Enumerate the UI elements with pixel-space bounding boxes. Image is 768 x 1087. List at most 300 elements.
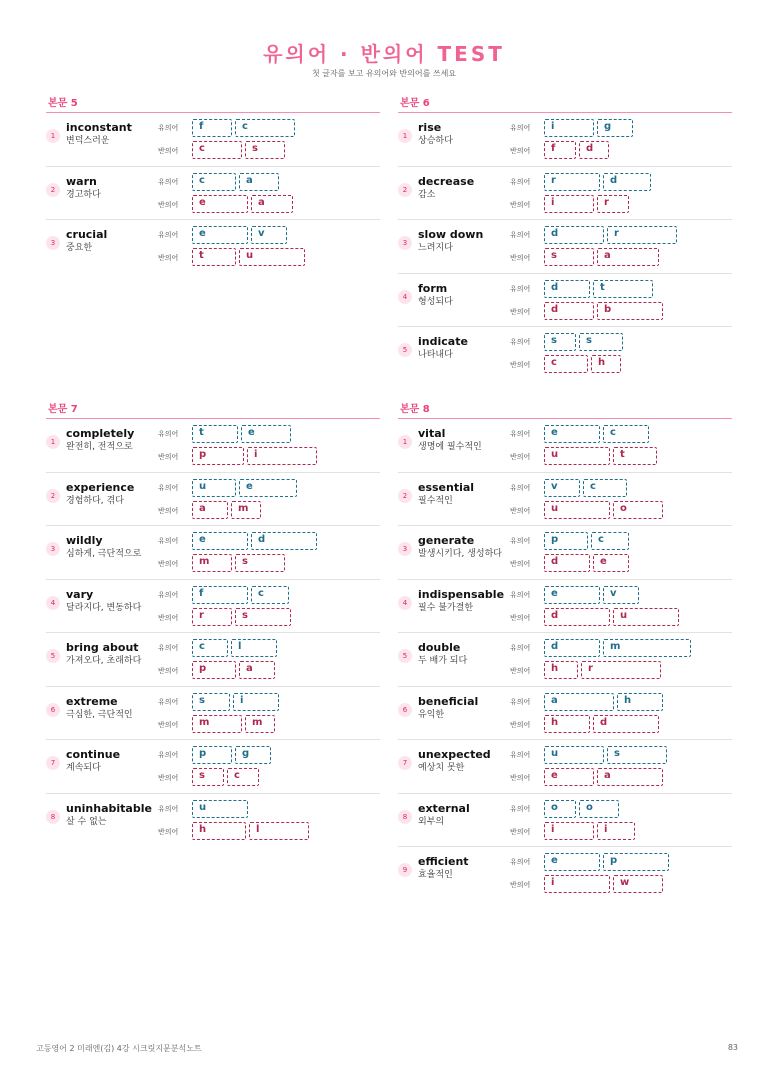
- item-number-badge: 2: [46, 183, 60, 197]
- vocab-meaning: 형성되다: [418, 296, 453, 307]
- synonym-answer-box[interactable]: v: [544, 479, 580, 497]
- antonym-label: 반의어: [510, 147, 531, 155]
- item-number-badge: 6: [46, 703, 60, 717]
- section-heading: 본문 6: [398, 94, 732, 113]
- antonym-answer-box[interactable]: t: [192, 248, 236, 266]
- item-number-badge: 2: [398, 489, 412, 503]
- synonym-answer-box[interactable]: e: [192, 532, 248, 550]
- antonym-answer-box[interactable]: e: [593, 554, 629, 572]
- section-bonmun-8: [398, 400, 732, 900]
- page-subtitle: 첫 글자를 보고 유의어와 반의어를 쓰세요: [311, 69, 457, 78]
- synonym-label: 유의어: [158, 804, 179, 813]
- antonym-answer-box[interactable]: i: [544, 195, 594, 213]
- vocab-item: [398, 167, 732, 221]
- vocab-item: [46, 633, 380, 687]
- vocab-item: [46, 740, 380, 794]
- vocab-item: [398, 794, 732, 848]
- synonym-answer-row: [544, 693, 666, 711]
- vocab-meaning: 효율적인: [418, 870, 453, 880]
- synonym-answer-row: [192, 532, 320, 550]
- antonym-label: 반의어: [158, 200, 179, 209]
- antonym-label: 반의어: [158, 827, 179, 836]
- item-number-badge: 6: [398, 703, 412, 717]
- vocab-word: continue: [66, 748, 121, 761]
- antonym-answer-box[interactable]: a: [597, 768, 663, 786]
- synonym-label: 유의어: [510, 644, 531, 652]
- synonym-answer-row: [192, 479, 300, 497]
- vocab-meaning: 경고하다: [66, 189, 101, 200]
- synonym-label: 유의어: [510, 590, 531, 599]
- antonym-answer-box[interactable]: i: [544, 822, 594, 840]
- synonym-answer-box[interactable]: e: [239, 479, 297, 497]
- synonym-answer-box[interactable]: t: [593, 280, 653, 298]
- synonym-answer-box[interactable]: s: [544, 333, 576, 351]
- vocab-meaning: 필수적인: [418, 495, 453, 506]
- antonym-answer-row: [544, 768, 666, 786]
- synonym-answer-box[interactable]: p: [544, 532, 588, 550]
- vocab-meaning: 두 배가 되다: [418, 656, 468, 666]
- synonym-answer-box[interactable]: h: [617, 693, 663, 711]
- antonym-answer-row: [192, 768, 262, 786]
- vocab-item: [398, 473, 732, 527]
- synonym-answer-row: [544, 226, 680, 244]
- vocab-word: unexpected: [418, 748, 491, 761]
- vocab-meaning: 상승하다: [418, 136, 453, 146]
- vocab-meaning: 발생시키다, 생성하다: [418, 549, 502, 559]
- vocab-item: [46, 526, 380, 580]
- synonym-label: 유의어: [158, 231, 179, 239]
- synonym-answer-row: [192, 639, 280, 657]
- synonym-answer-box[interactable]: e: [241, 425, 291, 443]
- antonym-answer-box[interactable]: h: [544, 661, 578, 679]
- vocab-item: [46, 580, 380, 634]
- vocab-meaning: 계속되다: [66, 763, 101, 773]
- synonym-answer-box[interactable]: c: [192, 173, 236, 191]
- vocab-meaning: 극심한, 극단적인: [66, 709, 133, 720]
- antonym-answer-row: [192, 554, 288, 572]
- vocab-word: warn: [66, 174, 97, 188]
- synonym-answer-box[interactable]: c: [235, 119, 295, 137]
- footer-book-title: 고등영어 2 미래엔(김) 4강 시크릿지문분석노트: [36, 1044, 202, 1053]
- synonym-answer-row: [192, 746, 274, 764]
- antonym-answer-box[interactable]: i: [597, 822, 635, 840]
- antonym-answer-box[interactable]: r: [581, 661, 661, 679]
- synonym-label: 유의어: [158, 697, 179, 706]
- vocab-meaning: 경험하다, 겪다: [66, 495, 124, 506]
- vocab-meaning: 유익한: [418, 709, 445, 720]
- item-number-badge: 3: [398, 236, 412, 250]
- antonym-answer-box[interactable]: h: [192, 822, 246, 840]
- synonym-label: 유의어: [510, 338, 531, 346]
- vocab-word: vary: [66, 587, 94, 601]
- section-heading: 본문 5: [46, 94, 380, 113]
- vocab-word: decrease: [418, 174, 475, 188]
- synonym-answer-box[interactable]: d: [544, 280, 590, 298]
- synonym-answer-row: [192, 693, 282, 711]
- antonym-answer-row: [544, 195, 632, 213]
- antonym-answer-box[interactable]: t: [613, 447, 657, 465]
- antonym-answer-box[interactable]: d: [544, 554, 590, 572]
- item-number-badge: 1: [398, 129, 412, 143]
- item-number-badge: 1: [398, 435, 412, 449]
- antonym-label: 반의어: [158, 667, 179, 675]
- page-title: 유의어 · 반의어 TEST: [263, 42, 505, 66]
- item-number-badge: 7: [398, 756, 412, 770]
- antonym-answer-box[interactable]: a: [597, 248, 659, 266]
- synonym-answer-box[interactable]: e: [192, 226, 248, 244]
- synonym-answer-box[interactable]: r: [607, 226, 677, 244]
- vocab-item: [398, 327, 732, 380]
- antonym-answer-box[interactable]: i: [247, 447, 317, 465]
- antonym-label: 반의어: [510, 307, 531, 316]
- vocab-item: [398, 687, 732, 741]
- synonym-answer-row: [544, 853, 672, 871]
- vocab-meaning: 필수 불가결한: [418, 602, 474, 613]
- synonym-answer-box[interactable]: o: [544, 800, 576, 818]
- synonym-answer-box[interactable]: a: [239, 173, 279, 191]
- vocab-word: beneficial: [418, 694, 479, 708]
- vocab-word: external: [418, 801, 470, 815]
- vocab-meaning: 심하게, 극단적으로: [66, 549, 142, 559]
- vocab-meaning: 살 수 없는: [66, 816, 107, 827]
- vocab-item: [46, 220, 380, 273]
- antonym-answer-row: [192, 248, 308, 266]
- vocab-word: vital: [418, 427, 446, 440]
- antonym-answer-box[interactable]: h: [591, 355, 621, 373]
- synonym-label: 유의어: [158, 644, 179, 652]
- synonym-answer-box[interactable]: u: [192, 479, 236, 497]
- synonym-answer-box[interactable]: e: [544, 425, 600, 443]
- synonym-label: 유의어: [158, 483, 179, 492]
- synonym-label: 유의어: [510, 483, 531, 492]
- antonym-answer-box[interactable]: h: [544, 715, 590, 733]
- vocab-meaning: 감소: [418, 189, 436, 200]
- vocab-word: uninhabitable: [66, 801, 152, 815]
- antonym-answer-row: [544, 875, 666, 893]
- antonym-answer-box[interactable]: e: [192, 195, 248, 213]
- synonym-answer-row: [192, 800, 251, 818]
- synonym-answer-box[interactable]: f: [192, 119, 232, 137]
- synonym-answer-row: [544, 479, 630, 497]
- synonym-answer-row: [544, 425, 652, 443]
- vocab-word: essential: [418, 480, 475, 494]
- antonym-label: 반의어: [158, 774, 179, 782]
- vocab-meaning: 달라지다, 변동하다: [66, 602, 142, 613]
- antonym-answer-row: [544, 661, 664, 679]
- synonym-answer-box[interactable]: l: [231, 639, 277, 657]
- antonym-answer-box[interactable]: p: [192, 661, 236, 679]
- antonym-label: 반의어: [158, 613, 179, 622]
- antonym-answer-box[interactable]: r: [192, 608, 232, 626]
- vocab-word: generate: [418, 534, 475, 547]
- synonym-answer-box[interactable]: s: [192, 693, 230, 711]
- antonym-answer-row: [544, 302, 666, 320]
- synonym-label: 유의어: [510, 231, 531, 239]
- synonym-answer-box[interactable]: u: [192, 800, 248, 818]
- synonym-answer-box[interactable]: m: [603, 639, 691, 657]
- synonym-answer-box[interactable]: v: [603, 586, 639, 604]
- item-number-badge: 5: [46, 649, 60, 663]
- item-number-badge: 4: [398, 596, 412, 610]
- vocab-item: [398, 419, 732, 473]
- vocab-word: efficient: [418, 855, 469, 868]
- vocab-word: extreme: [66, 694, 118, 708]
- antonym-answer-box[interactable]: f: [544, 141, 576, 159]
- synonym-label: 유의어: [158, 177, 179, 186]
- vocab-item: [398, 847, 732, 900]
- antonym-answer-box[interactable]: a: [192, 501, 228, 519]
- synonym-answer-box[interactable]: c: [251, 586, 289, 604]
- vocab-word: experience: [66, 480, 135, 494]
- vocab-meaning: 느려지다: [418, 243, 453, 253]
- synonym-label: 유의어: [510, 804, 531, 813]
- synonym-answer-row: [544, 280, 656, 298]
- antonym-answer-row: [192, 501, 264, 519]
- vocab-item: [46, 167, 380, 221]
- vocab-word: completely: [66, 427, 135, 440]
- item-number-badge: 5: [398, 343, 412, 357]
- antonym-answer-row: [192, 141, 288, 159]
- antonym-answer-row: [192, 822, 312, 840]
- vocab-meaning: 변덕스러운: [66, 136, 110, 146]
- antonym-label: 반의어: [158, 560, 179, 568]
- section-bonmun-7: [46, 400, 380, 846]
- antonym-answer-box[interactable]: s: [235, 554, 285, 572]
- section-bonmun-6: [398, 94, 732, 380]
- synonym-label: 유의어: [510, 858, 531, 866]
- antonym-answer-box[interactable]: a: [251, 195, 293, 213]
- synonym-answer-box[interactable]: g: [235, 746, 271, 764]
- antonym-label: 반의어: [510, 506, 531, 515]
- antonym-answer-box[interactable]: s: [245, 141, 285, 159]
- vocab-word: rise: [418, 121, 442, 134]
- vocab-word: double: [418, 641, 461, 654]
- antonym-answer-box[interactable]: m: [192, 715, 242, 733]
- vocab-meaning: 나타내다: [418, 350, 453, 360]
- vocab-item: [398, 113, 732, 167]
- vocab-item: [398, 526, 732, 580]
- synonym-label: 유의어: [510, 697, 531, 706]
- synonym-label: 유의어: [158, 537, 179, 545]
- antonym-label: 반의어: [158, 506, 179, 515]
- antonym-label: 반의어: [510, 881, 531, 889]
- antonym-answer-box[interactable]: d: [593, 715, 659, 733]
- antonym-answer-row: [192, 195, 296, 213]
- synonym-label: 유의어: [158, 590, 179, 599]
- antonym-answer-row: [544, 715, 662, 733]
- synonym-answer-row: [544, 586, 642, 604]
- synonym-label: 유의어: [510, 751, 531, 759]
- antonym-answer-box[interactable]: u: [613, 608, 679, 626]
- synonym-answer-box[interactable]: s: [579, 333, 623, 351]
- antonym-label: 반의어: [158, 147, 179, 155]
- vocab-meaning: 중요한: [66, 243, 93, 253]
- synonym-answer-row: [192, 119, 298, 137]
- antonym-answer-row: [544, 554, 632, 572]
- synonym-answer-box[interactable]: o: [579, 800, 619, 818]
- synonym-answer-box[interactable]: c: [192, 639, 228, 657]
- antonym-label: 반의어: [510, 613, 531, 622]
- synonym-label: 유의어: [158, 751, 179, 759]
- antonym-label: 반의어: [510, 827, 531, 836]
- antonym-answer-box[interactable]: m: [192, 554, 232, 572]
- item-number-badge: 9: [398, 863, 412, 877]
- item-number-badge: 3: [46, 542, 60, 556]
- antonym-answer-row: [544, 248, 662, 266]
- synonym-answer-box[interactable]: t: [192, 425, 238, 443]
- synonym-answer-row: [192, 586, 292, 604]
- item-number-badge: 2: [46, 489, 60, 503]
- antonym-answer-box[interactable]: s: [544, 248, 594, 266]
- vocab-meaning: 생명에 필수적인: [418, 442, 482, 452]
- antonym-answer-row: [544, 141, 612, 159]
- synonym-answer-box[interactable]: d: [544, 639, 600, 657]
- synonym-answer-box[interactable]: a: [544, 693, 614, 711]
- antonym-answer-box[interactable]: d: [544, 608, 610, 626]
- synonym-answer-box[interactable]: c: [603, 425, 649, 443]
- antonym-label: 반의어: [510, 254, 531, 262]
- section-bonmun-5: [46, 94, 380, 273]
- synonym-label: 유의어: [510, 284, 531, 293]
- item-number-badge: 7: [46, 756, 60, 770]
- antonym-answer-box[interactable]: m: [245, 715, 275, 733]
- vocab-word: indicate: [418, 335, 468, 348]
- antonym-answer-row: [544, 608, 682, 626]
- antonym-answer-box[interactable]: s: [235, 608, 291, 626]
- antonym-answer-row: [192, 608, 294, 626]
- synonym-answer-box[interactable]: f: [192, 586, 248, 604]
- synonym-answer-row: [544, 119, 636, 137]
- page-number: 83: [727, 1043, 738, 1052]
- item-number-badge: 8: [398, 810, 412, 824]
- synonym-answer-box[interactable]: p: [192, 746, 232, 764]
- synonym-answer-row: [192, 226, 290, 244]
- synonym-answer-box[interactable]: e: [544, 586, 600, 604]
- synonym-answer-box[interactable]: c: [583, 479, 627, 497]
- antonym-answer-box[interactable]: w: [613, 875, 663, 893]
- synonym-label: 유의어: [510, 124, 531, 132]
- vocab-meaning: 외부의: [418, 816, 445, 827]
- synonym-answer-box[interactable]: e: [544, 853, 600, 871]
- synonym-answer-row: [544, 639, 694, 657]
- antonym-answer-box[interactable]: d: [544, 302, 594, 320]
- item-number-badge: 5: [398, 649, 412, 663]
- section-heading: 본문 8: [398, 400, 732, 419]
- antonym-answer-box[interactable]: r: [597, 195, 629, 213]
- antonym-label: 반의어: [158, 254, 179, 262]
- antonym-label: 반의어: [510, 453, 531, 461]
- synonym-answer-row: [544, 333, 626, 351]
- synonym-answer-box[interactable]: c: [591, 532, 629, 550]
- antonym-answer-box[interactable]: b: [597, 302, 663, 320]
- antonym-label: 반의어: [510, 361, 531, 369]
- antonym-answer-box[interactable]: c: [544, 355, 588, 373]
- synonym-answer-row: [544, 173, 654, 191]
- synonym-label: 유의어: [510, 177, 531, 186]
- vocab-word: slow down: [418, 228, 484, 241]
- vocab-item: [46, 473, 380, 527]
- synonym-answer-box[interactable]: u: [544, 746, 604, 764]
- antonym-label: 반의어: [510, 200, 531, 209]
- antonym-answer-box[interactable]: c: [227, 768, 259, 786]
- antonym-label: 반의어: [510, 667, 531, 675]
- antonym-answer-box[interactable]: e: [544, 768, 594, 786]
- antonym-answer-box[interactable]: u: [239, 248, 305, 266]
- antonym-answer-row: [544, 501, 666, 519]
- item-number-badge: 4: [398, 290, 412, 304]
- antonym-answer-row: [192, 715, 278, 733]
- synonym-answer-box[interactable]: v: [251, 226, 287, 244]
- vocab-item: [398, 220, 732, 274]
- vocab-item: [46, 113, 380, 167]
- vocab-item: [398, 740, 732, 794]
- antonym-answer-row: [544, 447, 660, 465]
- vocab-item: [46, 794, 380, 847]
- synonym-answer-box[interactable]: d: [603, 173, 651, 191]
- antonym-answer-box[interactable]: d: [579, 141, 609, 159]
- antonym-answer-row: [544, 822, 638, 840]
- vocab-item: [398, 580, 732, 634]
- antonym-answer-box[interactable]: s: [192, 768, 224, 786]
- synonym-answer-row: [192, 425, 294, 443]
- vocab-item: [46, 419, 380, 473]
- synonym-answer-box[interactable]: i: [544, 119, 594, 137]
- antonym-answer-box[interactable]: a: [239, 661, 275, 679]
- item-number-badge: 4: [46, 596, 60, 610]
- vocab-item: [46, 687, 380, 741]
- section-heading: 본문 7: [46, 400, 380, 419]
- antonym-answer-box[interactable]: u: [544, 447, 610, 465]
- antonym-label: 반의어: [510, 774, 531, 782]
- antonym-answer-box[interactable]: c: [192, 141, 242, 159]
- synonym-answer-box[interactable]: d: [544, 226, 604, 244]
- synonym-answer-box[interactable]: p: [603, 853, 669, 871]
- synonym-answer-box[interactable]: s: [607, 746, 667, 764]
- item-number-badge: 1: [46, 435, 60, 449]
- antonym-answer-box[interactable]: m: [231, 501, 261, 519]
- vocab-word: wildly: [66, 534, 103, 547]
- synonym-label: 유의어: [510, 430, 531, 438]
- vocab-word: form: [418, 281, 448, 295]
- synonym-answer-box[interactable]: g: [597, 119, 633, 137]
- synonym-answer-row: [544, 532, 632, 550]
- synonym-answer-box[interactable]: d: [251, 532, 317, 550]
- synonym-answer-row: [544, 800, 622, 818]
- antonym-answer-box[interactable]: u: [544, 501, 610, 519]
- synonym-label: 유의어: [158, 430, 179, 438]
- antonym-answer-box[interactable]: l: [249, 822, 309, 840]
- antonym-answer-box[interactable]: p: [192, 447, 244, 465]
- vocab-word: inconstant: [66, 121, 132, 134]
- synonym-answer-box[interactable]: r: [544, 173, 600, 191]
- vocab-item: [398, 274, 732, 328]
- vocab-word: crucial: [66, 228, 108, 241]
- antonym-label: 반의어: [510, 560, 531, 568]
- vocab-word: bring about: [66, 641, 139, 654]
- item-number-badge: 1: [46, 129, 60, 143]
- antonym-label: 반의어: [510, 720, 531, 729]
- item-number-badge: 3: [398, 542, 412, 556]
- synonym-answer-box[interactable]: i: [233, 693, 279, 711]
- antonym-answer-box[interactable]: o: [613, 501, 663, 519]
- antonym-answer-box[interactable]: i: [544, 875, 610, 893]
- item-number-badge: 8: [46, 810, 60, 824]
- synonym-answer-row: [544, 746, 670, 764]
- synonym-label: 유의어: [510, 537, 531, 545]
- antonym-answer-row: [192, 661, 278, 679]
- antonym-label: 반의어: [158, 720, 179, 729]
- antonym-answer-row: [192, 447, 320, 465]
